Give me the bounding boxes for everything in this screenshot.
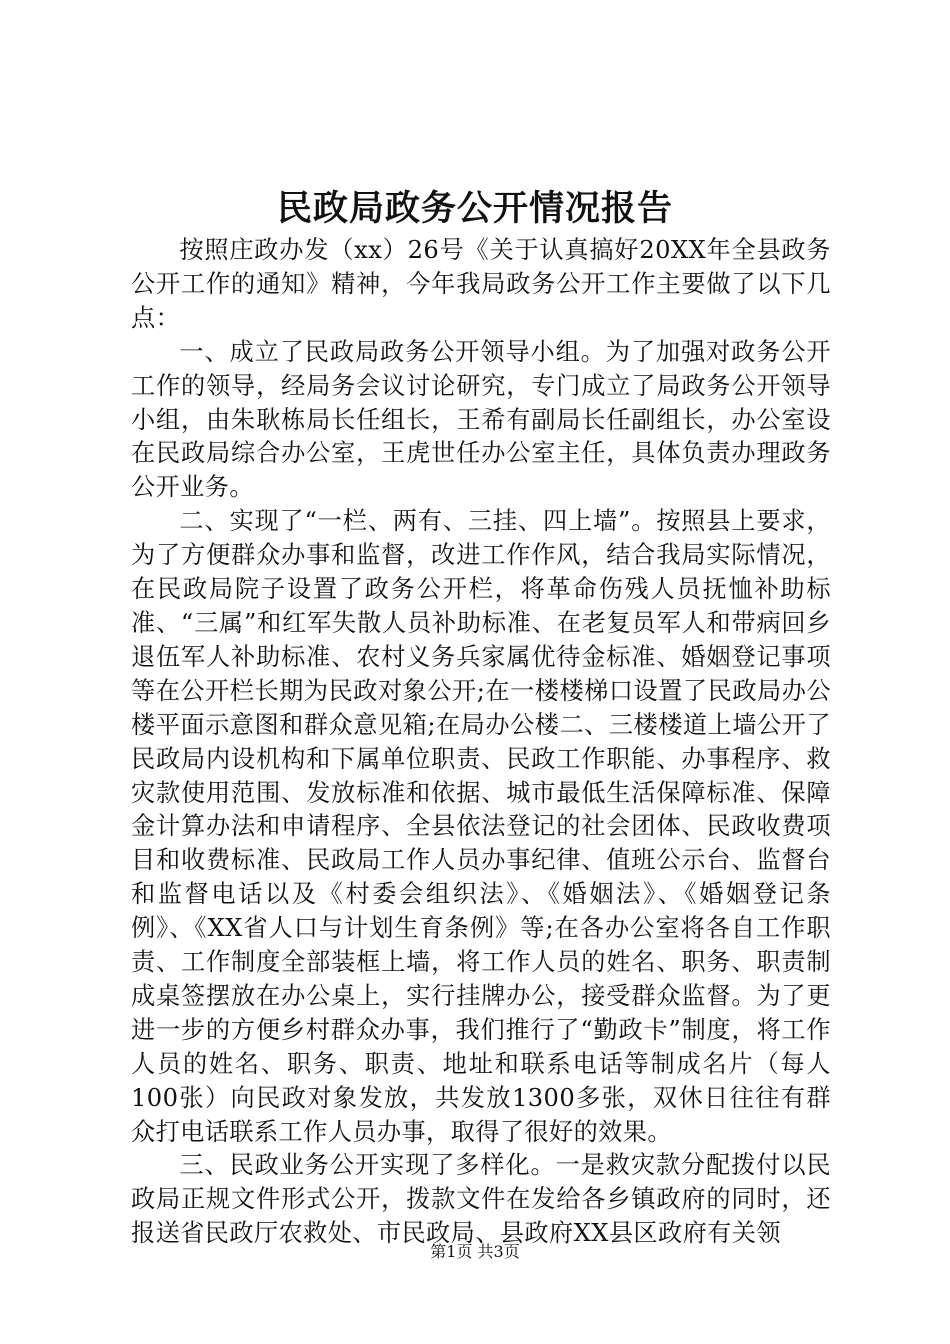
document-body — [131, 234, 831, 1251]
page-number-footer: 第1页 共3页 — [430, 1242, 520, 1261]
paragraph-intro: 按照庄政办发（xx）26号《关于认真搞好20XX年全县政务公开工作的通知》精神，今年我局政务公开工作主要做了以下几点： — [131, 236, 831, 332]
paragraph-section-1: 一、成立了民政局政务公开领导小组。为了加强对政务公开工作的领导，经局务会议讨论研究，专门成立了局政务公开领导小组，由朱耿栋局长任组长，王希有副局长任副组长，办公室设在民政局综合办公室，王虎世任办公室主任，具体负责办理政务公开业务。 — [131, 337, 831, 502]
paragraph-section-2: 二、实现了“一栏、两有、三挂、四上墙”。按照县上要求，为了方便群众办事和监督，改进工作作风，结合我局实际情况，在民政局院子设置了政务公开栏，将革命伤残人员抚恤补助标准、“三属”和红军失散人员补助标准、在老复员军人和带病回乡退伍军人补助标准、农村义务兵家属优待金标准、婚姻登记事项等在公开栏长期为民政对象公开;在一楼楼梯口设置了民政局办公楼平面示意图和群众意见箱;在局办公楼二、三楼楼道上墙公开了民政局内设机构和下属单位职责、民政工作职能、办事程序、救灾款使用范围、发放标准和依据、城市最低生活保障标准、保障金计算办法和申请程序、全县依法登记的社会团体、民政收费项目和收费标准、民政局工作人员办事纪律、值班公示台、监督台和监督电话以及《村委会组织法》、《婚姻法》、《婚姻登记条例》、《XX省人口与计划生育条例》等;在各办公室将各自工作职责、工作制度全部装框上墙，将工作人员的姓名、职务、职责制成桌签摆放在办公桌上，实行挂牌办公，接受群众监督。为了更进一步的方便乡村群众办事，我们推行了“勤政卡”制度，将工作人员的姓名、职务、职责、地址和联系电话等制成名片（每人100张）向民政对象发放，共发放1300多张，双休日往往有群众打电话联系工作人员办事，取得了很好的效果。 — [131, 507, 831, 1146]
document-title: 民政局政务公开情况报告 — [276, 188, 673, 229]
paragraph-section-3: 三、民政业务公开实现了多样化。一是救灾款分配拨付以民政局正规文件形式公开，拨款文件在发给各乡镇政府的同时，还报送省民政厅农救处、市民政局、县政府XX县区政府有关领 — [131, 1151, 831, 1248]
